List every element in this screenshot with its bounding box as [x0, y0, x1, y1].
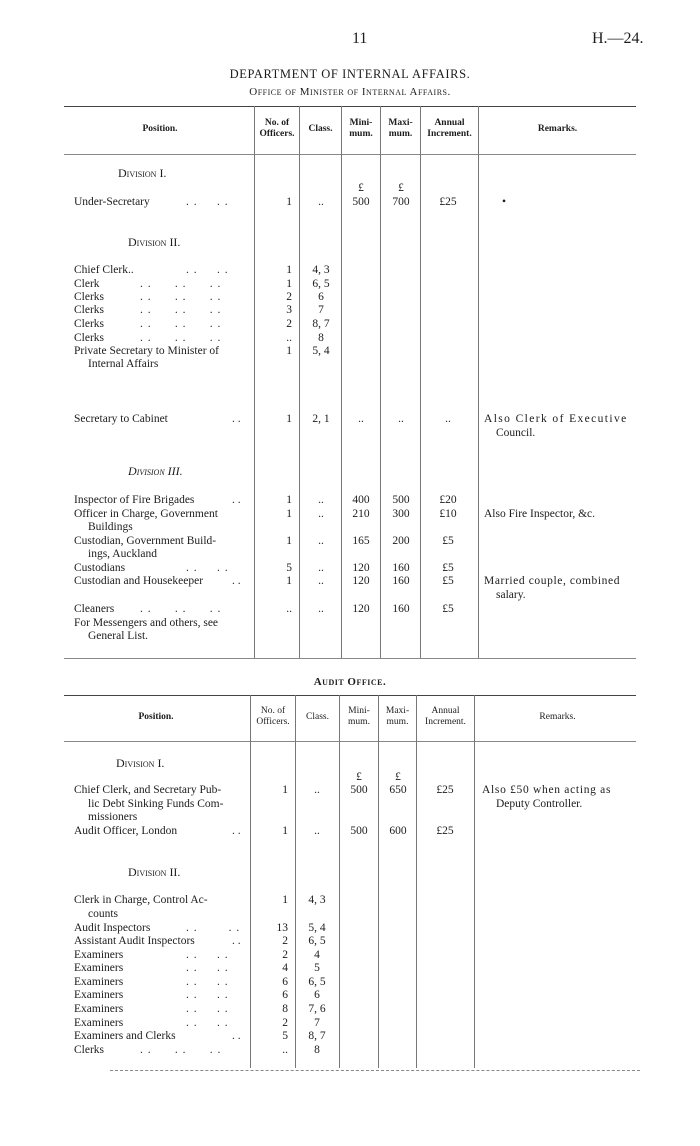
leader-dots: . . . . . . [140, 332, 222, 344]
table-row-continuation [0, 357, 700, 371]
maximum-cell: 650 [389, 784, 407, 796]
remarks-cell: Council. [496, 427, 536, 439]
leader-dots: . . . . . . [140, 603, 222, 615]
position-cell: Custodians [74, 562, 126, 574]
table-row [0, 948, 700, 962]
officers-cell: 1 [286, 508, 292, 520]
table-row-continuation [0, 547, 700, 561]
officers-cell: 6 [282, 976, 288, 988]
leader-dots: . . . . [186, 196, 229, 208]
class-cell: 2, 1 [312, 413, 330, 425]
officers-cell: .. [286, 603, 292, 615]
table-row-continuation [0, 907, 700, 921]
position-cell: Private Secretary to Minister of [74, 345, 219, 357]
position-cell: Examiners [74, 976, 124, 988]
table-row-continuation [0, 426, 700, 440]
header-increment [421, 118, 478, 140]
officers-cell: 6 [282, 989, 288, 1001]
position-cell: Chief Clerk.. [74, 264, 134, 276]
remarks-cell: salary. [496, 589, 526, 601]
officers-cell: 1 [286, 494, 292, 506]
table-row [0, 934, 700, 948]
position-cell: lic Debt Sinking Funds Com- [88, 798, 224, 810]
position-cell: Clerks [74, 318, 105, 330]
header-text-line: mum. [349, 129, 373, 139]
table-row-continuation [0, 810, 700, 824]
class-cell: 8 [314, 1044, 320, 1056]
table-row [0, 1016, 700, 1030]
officers-cell: 1 [286, 413, 292, 425]
table-row [0, 344, 700, 358]
minimum-cell: 120 [352, 603, 370, 615]
officers-cell: 1 [286, 535, 292, 547]
table-row [0, 331, 700, 345]
class-cell: .. [318, 603, 324, 615]
class-cell: 6, 5 [308, 935, 326, 947]
table-row-continuation [0, 588, 700, 602]
officers-cell: 1 [286, 264, 292, 276]
table-row-continuation [0, 520, 700, 534]
remarks-cell: Deputy Controller. [496, 798, 583, 810]
increment-cell: £5 [442, 562, 454, 574]
currency-row [0, 181, 700, 195]
header-text-line: Officers. [259, 129, 295, 139]
maximum-cell: 600 [389, 825, 407, 837]
maximum-cell: 500 [392, 494, 410, 506]
table-row [0, 534, 700, 548]
header-text-line: Annual [431, 706, 460, 716]
officers-cell: 2 [282, 1017, 288, 1029]
leader-dots: . . . . [186, 1017, 229, 1029]
leader-dots: . . . . . . [140, 1044, 222, 1056]
leader-dots: . . [232, 825, 241, 837]
position-cell: ings, Auckland [88, 548, 157, 560]
header-text-line: Mini- [348, 706, 370, 716]
table-row [0, 317, 700, 331]
class-cell: 8, 7 [312, 318, 330, 330]
department-title: DEPARTMENT OF INTERNAL AFFAIRS. [229, 67, 471, 81]
table-row [0, 290, 700, 304]
class-cell: 5, 4 [312, 345, 330, 357]
maximum-cell: 160 [392, 562, 410, 574]
officers-cell: 2 [286, 291, 292, 303]
officers-cell: .. [282, 1044, 288, 1056]
currency-symbol: £ [395, 771, 401, 783]
currency-symbol: £ [356, 771, 362, 783]
position-cell: Examiners [74, 1017, 124, 1029]
position-cell: For Messengers and others, see [74, 617, 219, 629]
header-text-line: Maxi- [388, 118, 413, 128]
table-header-rule [64, 741, 636, 742]
currency-symbol: £ [398, 182, 404, 194]
officers-cell: 1 [286, 575, 292, 587]
division-heading: Division II. [128, 235, 181, 249]
header-text-line: mum. [388, 129, 413, 139]
table-bottom-rule [110, 1070, 640, 1071]
class-cell: 6 [314, 989, 320, 1001]
position-cell: counts [88, 908, 119, 920]
class-cell: .. [318, 508, 324, 520]
header-officers [255, 118, 299, 140]
officers-cell: 2 [282, 949, 288, 961]
table-row [0, 616, 700, 630]
class-cell: .. [318, 535, 324, 547]
header-text-line: No. of [264, 118, 290, 128]
leader-dots: . . [232, 494, 241, 506]
leader-dots: . . . . . . [140, 304, 222, 316]
table-row [0, 961, 700, 975]
header-text-line: Officers. [256, 717, 290, 727]
header-text-line: Mini- [349, 118, 373, 128]
leader-dots: . . . . . . [140, 318, 222, 330]
officers-cell: 13 [276, 922, 288, 934]
officers-cell: 1 [286, 196, 292, 208]
table-row [0, 1029, 700, 1043]
class-cell: 4, 3 [312, 264, 330, 276]
class-cell: .. [314, 784, 320, 796]
header-officers [251, 706, 295, 728]
class-cell: .. [318, 494, 324, 506]
leader-dots: . . [232, 1030, 241, 1042]
minimum-cell: 400 [352, 494, 370, 506]
increment-cell: £5 [442, 575, 454, 587]
class-cell: 8, 7 [308, 1030, 326, 1042]
header-increment [417, 706, 474, 728]
maximum-cell: 700 [392, 196, 410, 208]
page-reference: H.—24. [592, 30, 644, 47]
class-cell: 4 [314, 949, 320, 961]
increment-cell: £5 [442, 535, 454, 547]
officers-cell: 8 [282, 1003, 288, 1015]
leader-dots: . . . . . . [140, 278, 222, 290]
position-cell: Officer in Charge, Government [74, 508, 218, 520]
header-class: Class. [308, 124, 333, 134]
header-text-line: No. of [260, 706, 286, 716]
position-cell: Cleaners [74, 603, 115, 615]
class-cell: 5 [314, 962, 320, 974]
table-row [0, 277, 700, 291]
position-cell: Clerks [74, 1044, 105, 1056]
leader-dots: . . . . [186, 922, 241, 934]
table-row [0, 893, 700, 907]
position-cell: Examiners and Clerks [74, 1030, 176, 1042]
position-cell: Clerks [74, 304, 105, 316]
office-title: Audit Office. [313, 676, 387, 688]
table-row [0, 195, 700, 209]
minimum-cell: 500 [350, 784, 368, 796]
class-cell: 6, 5 [312, 278, 330, 290]
position-cell: Clerks [74, 332, 105, 344]
table-row [0, 412, 700, 426]
officers-cell: 1 [282, 894, 288, 906]
header-maximum [381, 118, 420, 140]
table-row [0, 303, 700, 317]
table-row [0, 574, 700, 588]
table-row [0, 975, 700, 989]
header-text-line: mum. [348, 717, 370, 727]
class-cell: 4, 3 [308, 894, 326, 906]
position-cell: Custodian and Housekeeper [74, 575, 204, 587]
maximum-cell: 160 [392, 603, 410, 615]
class-cell: 6, 5 [308, 976, 326, 988]
increment-cell: £20 [439, 494, 457, 506]
table-row [0, 507, 700, 521]
class-cell: .. [318, 562, 324, 574]
position-cell: Buildings [88, 521, 133, 533]
header-position: Position. [142, 124, 178, 134]
table-header-rule [64, 154, 636, 155]
maximum-cell: .. [398, 413, 404, 425]
leader-dots: . . [232, 935, 241, 947]
header-text-line: Maxi- [385, 706, 410, 716]
division-heading: Division III. [128, 464, 183, 478]
header-remarks: Remarks. [537, 124, 578, 134]
position-cell: Inspector of Fire Brigades [74, 494, 195, 506]
minimum-cell: 165 [352, 535, 370, 547]
increment-cell: £25 [436, 825, 454, 837]
table-row-continuation [0, 629, 700, 643]
leader-dots: . . [232, 413, 241, 425]
increment-cell: .. [445, 413, 451, 425]
header-remarks: Remarks. [539, 712, 576, 722]
division-heading: Division I. [116, 756, 165, 770]
table-row [0, 602, 700, 616]
position-cell: Chief Clerk, and Secretary Pub- [74, 784, 222, 796]
class-cell: 6 [318, 291, 324, 303]
division-heading: Division I. [118, 166, 167, 180]
class-cell: 7 [314, 1017, 320, 1029]
officers-cell: 5 [286, 562, 292, 574]
position-cell: Audit Inspectors [74, 922, 151, 934]
class-cell: .. [318, 196, 324, 208]
position-cell: Examiners [74, 1003, 124, 1015]
maximum-cell: 300 [392, 508, 410, 520]
class-cell: 7, 6 [308, 1003, 326, 1015]
position-cell: Under-Secretary [74, 196, 150, 208]
minimum-cell: 500 [350, 825, 368, 837]
officers-cell: 2 [286, 318, 292, 330]
remarks-cell: Married couple, combined [484, 575, 621, 587]
maximum-cell: 160 [392, 575, 410, 587]
officers-cell: .. [286, 332, 292, 344]
officers-cell: 1 [286, 345, 292, 357]
maximum-cell: 200 [392, 535, 410, 547]
leader-dots: . . . . . . [140, 291, 222, 303]
table-top-rule [64, 695, 636, 696]
minimum-cell: 120 [352, 562, 370, 574]
page-number: 11 [352, 30, 368, 47]
header-text-line: Increment. [427, 129, 472, 139]
officers-cell: 4 [282, 962, 288, 974]
header-minimum [342, 118, 380, 140]
header-class: Class. [306, 712, 329, 722]
increment-cell: £10 [439, 508, 457, 520]
increment-cell: £5 [442, 603, 454, 615]
increment-cell: £25 [436, 784, 454, 796]
remarks-cell: Also Clerk of Executive [484, 413, 628, 425]
leader-dots: . . . . [186, 976, 229, 988]
class-cell: 5, 4 [308, 922, 326, 934]
leader-dots: . . . . [186, 949, 229, 961]
table-row [0, 783, 700, 797]
position-cell: Audit Officer, London [74, 825, 178, 837]
table-row [0, 988, 700, 1002]
header-text-line: mum. [386, 717, 409, 727]
remarks-cell: Also £50 when acting as [482, 784, 612, 796]
class-cell: .. [318, 575, 324, 587]
header-maximum [379, 706, 416, 728]
position-cell: Examiners [74, 962, 124, 974]
position-cell: Examiners [74, 989, 124, 1001]
remarks-cell: Also Fire Inspector, &c. [484, 508, 596, 520]
header-minimum [340, 706, 378, 728]
table-row [0, 1002, 700, 1016]
position-cell: Examiners [74, 949, 124, 961]
header-text-line: Annual [434, 118, 465, 128]
currency-row [0, 770, 700, 784]
officers-cell: 5 [282, 1030, 288, 1042]
table-row [0, 824, 700, 838]
leader-dots: . . [232, 575, 241, 587]
leader-dots: . . . . [186, 989, 229, 1001]
position-cell: Secretary to Cabinet [74, 413, 168, 425]
position-cell: General List. [88, 630, 149, 642]
position-cell: Internal Affairs [88, 358, 159, 370]
currency-symbol: £ [358, 182, 364, 194]
position-cell: Clerk [74, 278, 100, 290]
leader-dots: . . . . [186, 562, 229, 574]
officers-cell: 2 [282, 935, 288, 947]
table-bottom-rule [64, 658, 636, 659]
minimum-cell: 210 [352, 508, 370, 520]
officers-cell: 1 [282, 825, 288, 837]
table-row [0, 921, 700, 935]
remarks-cell: • [502, 196, 507, 208]
table-top-rule [64, 106, 636, 107]
table-row [0, 263, 700, 277]
leader-dots: . . . . [186, 962, 229, 974]
increment-cell: £25 [439, 196, 457, 208]
minimum-cell: .. [358, 413, 364, 425]
leader-dots: . . . . [186, 1003, 229, 1015]
officers-cell: 1 [282, 784, 288, 796]
position-cell: missioners [88, 811, 138, 823]
table-row [0, 1043, 700, 1057]
officers-cell: 1 [286, 278, 292, 290]
leader-dots: . . . . [186, 264, 229, 276]
table-row [0, 493, 700, 507]
class-cell: 7 [318, 304, 324, 316]
office-title: Office of Minister of Internal Affairs. [249, 86, 451, 98]
table-row [0, 561, 700, 575]
class-cell: .. [314, 825, 320, 837]
header-text-line: Increment. [425, 717, 466, 727]
position-cell: Clerk in Charge, Control Ac- [74, 894, 208, 906]
header-position: Position. [138, 712, 174, 722]
officers-cell: 3 [286, 304, 292, 316]
position-cell: Assistant Audit Inspectors [74, 935, 195, 947]
minimum-cell: 500 [352, 196, 370, 208]
minimum-cell: 120 [352, 575, 370, 587]
position-cell: Clerks [74, 291, 105, 303]
table-row-continuation [0, 797, 700, 811]
class-cell: 8 [318, 332, 324, 344]
position-cell: Custodian, Government Build- [74, 535, 217, 547]
division-heading: Division II. [128, 865, 181, 879]
